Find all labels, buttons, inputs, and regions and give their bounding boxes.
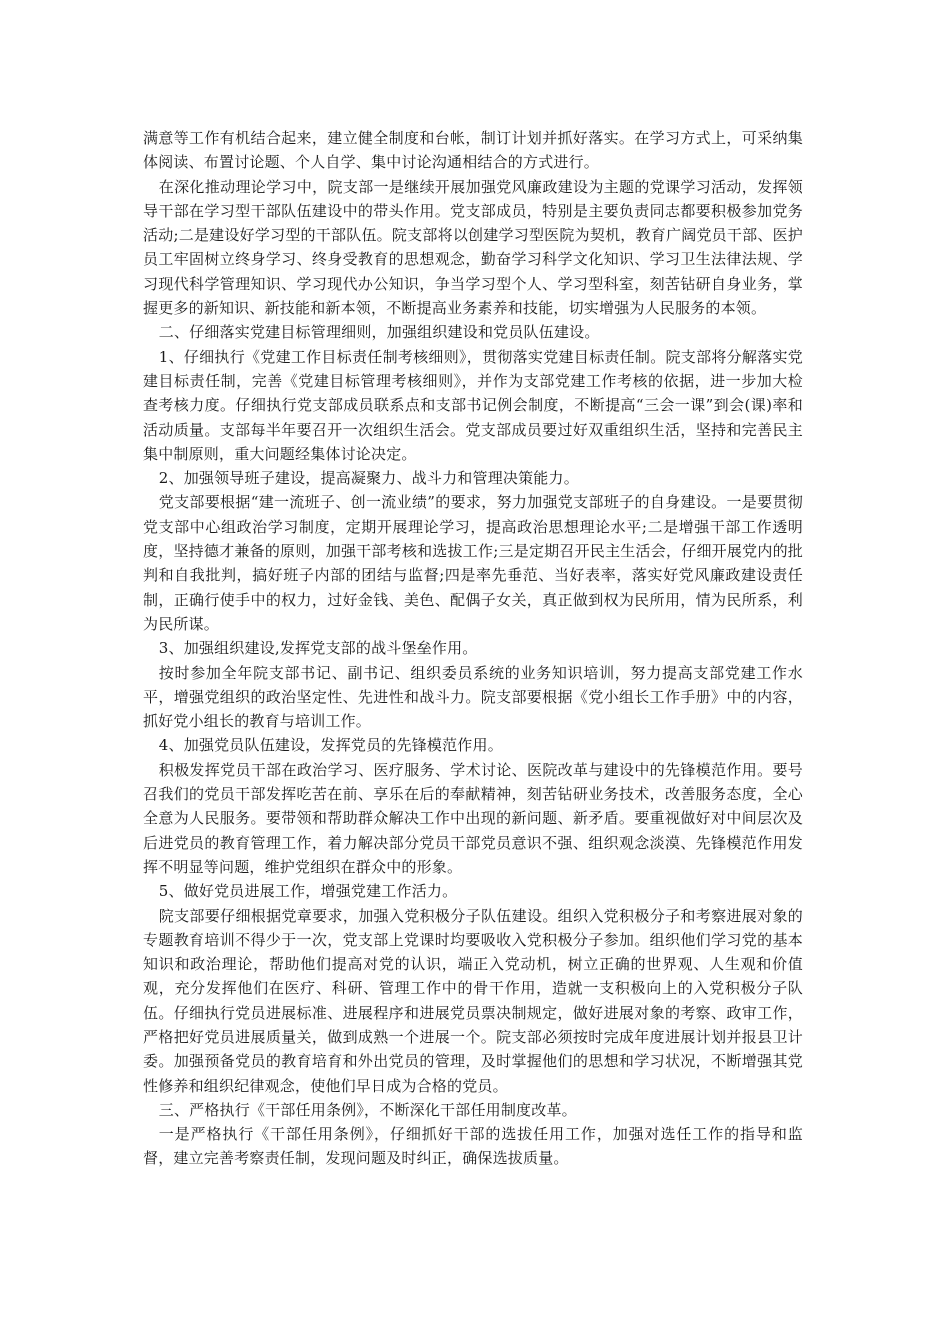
subsection-heading: 4、加强党员队伍建设，发挥党员的先锋模范作用。 [158,736,503,755]
subsection-heading: 5、做好党员进展工作，增强党建工作活力。 [158,882,458,901]
paragraph: 满意等工作有机结合起来，建立健全制度和台帐，制订计划并抓好落实。在学习方式上，可采纳集体阅读、布置讨论题、个人自学、集中讨论沟通相结合的方式进行。 [143,129,803,172]
paragraph: 按时参加全年院支部书记、副书记、组织委员系统的业务知识培训，努力提高支部党建工作水平，增强党组织的政治坚定性、先进性和战斗力。院支部要根据《党小组长工作手册》中的内容，抓好党小组长的教育与培训工作。 [143,663,803,731]
section-heading: 三、严格执行《干部任用条例》，不断深化干部任用制度改革。 [158,1100,577,1119]
section-heading: 二、仔细落实党建目标管理细则，加强组织建设和党员队伍建设。 [158,323,600,342]
subsection-heading: 1、仔细执行《党建工作目标责任制考核细则》，贯彻落实党建目标责任制。院支部将分解落实党建目标责任制，完善《党建目标管理考核细则》，并作为支部党建工作考核的依据，进一步加大检查考核力度。仔细执行党支部成员联系点和支部书记例会制度，不断提高“三会一课”到会(课)率和活动质量。支部每半年要召开一次组织生活会。党支部成员要过好双重组织生活，坚持和完善民主集中制原则，重大问题经集体讨论决定。 [143,347,803,463]
paragraph: 积极发挥党员干部在政治学习、医疗服务、学术讨论、医院改革与建设中的先锋模范作用。要号召我们的党员干部发挥吃苦在前、享乐在后的奉献精神，刻苦钻研业务技术，改善服务态度，全心全意为人民服务。要带领和帮助群众解决工作中出现的新问题、新矛盾。要重视做好对中间层次及后进党员的教育管理工作，着力解决部分党员干部党员意识不强、组织观念淡漠、先锋模范作用发挥不明显等问题，维护党组织在群众中的形象。 [143,760,803,876]
subsection-heading: 3、加强组织建设,发挥党支部的战斗堡垒作用。 [158,639,478,658]
subsection-heading: 2、加强领导班子建设，提高凝聚力、战斗力和管理决策能力。 [158,469,579,488]
paragraph: 党支部要根据“建一流班子、创一流业绩”的要求，努力加强党支部班子的自身建设。一是要贯彻党支部中心组政治学习制度，定期开展理论学习，提高政治思想理论水平;二是增强干部工作透明度，坚持德才兼备的原则，加强干部考核和选拔工作;三是定期召开民主生活会，仔细开展党内的批判和自我批判，搞好班子内部的团结与监督;四是率先垂范、当好表率，落实好党风廉政建设责任制，正确行使手中的权力，过好金钱、美色、配偶子女关，真正做到权为民所用，情为民所系，利为民所谋。 [143,493,803,633]
document-body [143,126,803,1171]
paragraph: 一是严格执行《干部任用条例》，仔细抓好干部的选拔任用工作，加强对选任工作的指导和监督，建立完善考察责任制，发现问题及时纠正，确保选拔质量。 [143,1125,803,1168]
paragraph: 在深化推动理论学习中，院支部一是继续开展加强党风廉政建设为主题的党课学习活动，发挥领导干部在学习型干部队伍建设中的带头作用。党支部成员，特别是主要负责同志都要积极参加党务活动;二是建设好学习型的干部队伍。院支部将以创建学习型医院为契机，教育广阔党员干部、医护员工牢固树立终身学习、终身受教育的思想观念，勤奋学习科学文化知识、学习卫生法律法规、学习现代科学管理知识、学习现代办公知识，争当学习型个人、学习型科室，刻苦钻研自身业务，掌握更多的新知识、新技能和新本领，不断提高业务素养和技能，切实增强为人民服务的本领。 [143,177,803,318]
paragraph: 院支部要仔细根据党章要求，加强入党积极分子队伍建设。组织入党积极分子和考察进展对象的专题教育培训不得少于一次，党支部上党课时均要吸收入党积极分子参加。组织他们学习党的基本知识和政治理论，帮助他们提高对党的认识，端正入党动机，树立正确的世界观、人生观和价值观，充分发挥他们在医疗、科研、管理工作中的骨干作用，造就一支积极向上的入党积极分子队伍。仔细执行党员进展标准、进展程序和进展党员票决制规定，做好进展对象的考察、政审工作，严格把好党员进展质量关，做到成熟一个进展一个。院支部必须按时完成年度进展计划并报县卫计委。加强预备党员的教育培育和外出党员的管理，及时掌握他们的思想和学习状况，不断增强其党性修养和组织纪律观念，使他们早日成为合格的党员。 [143,906,803,1095]
